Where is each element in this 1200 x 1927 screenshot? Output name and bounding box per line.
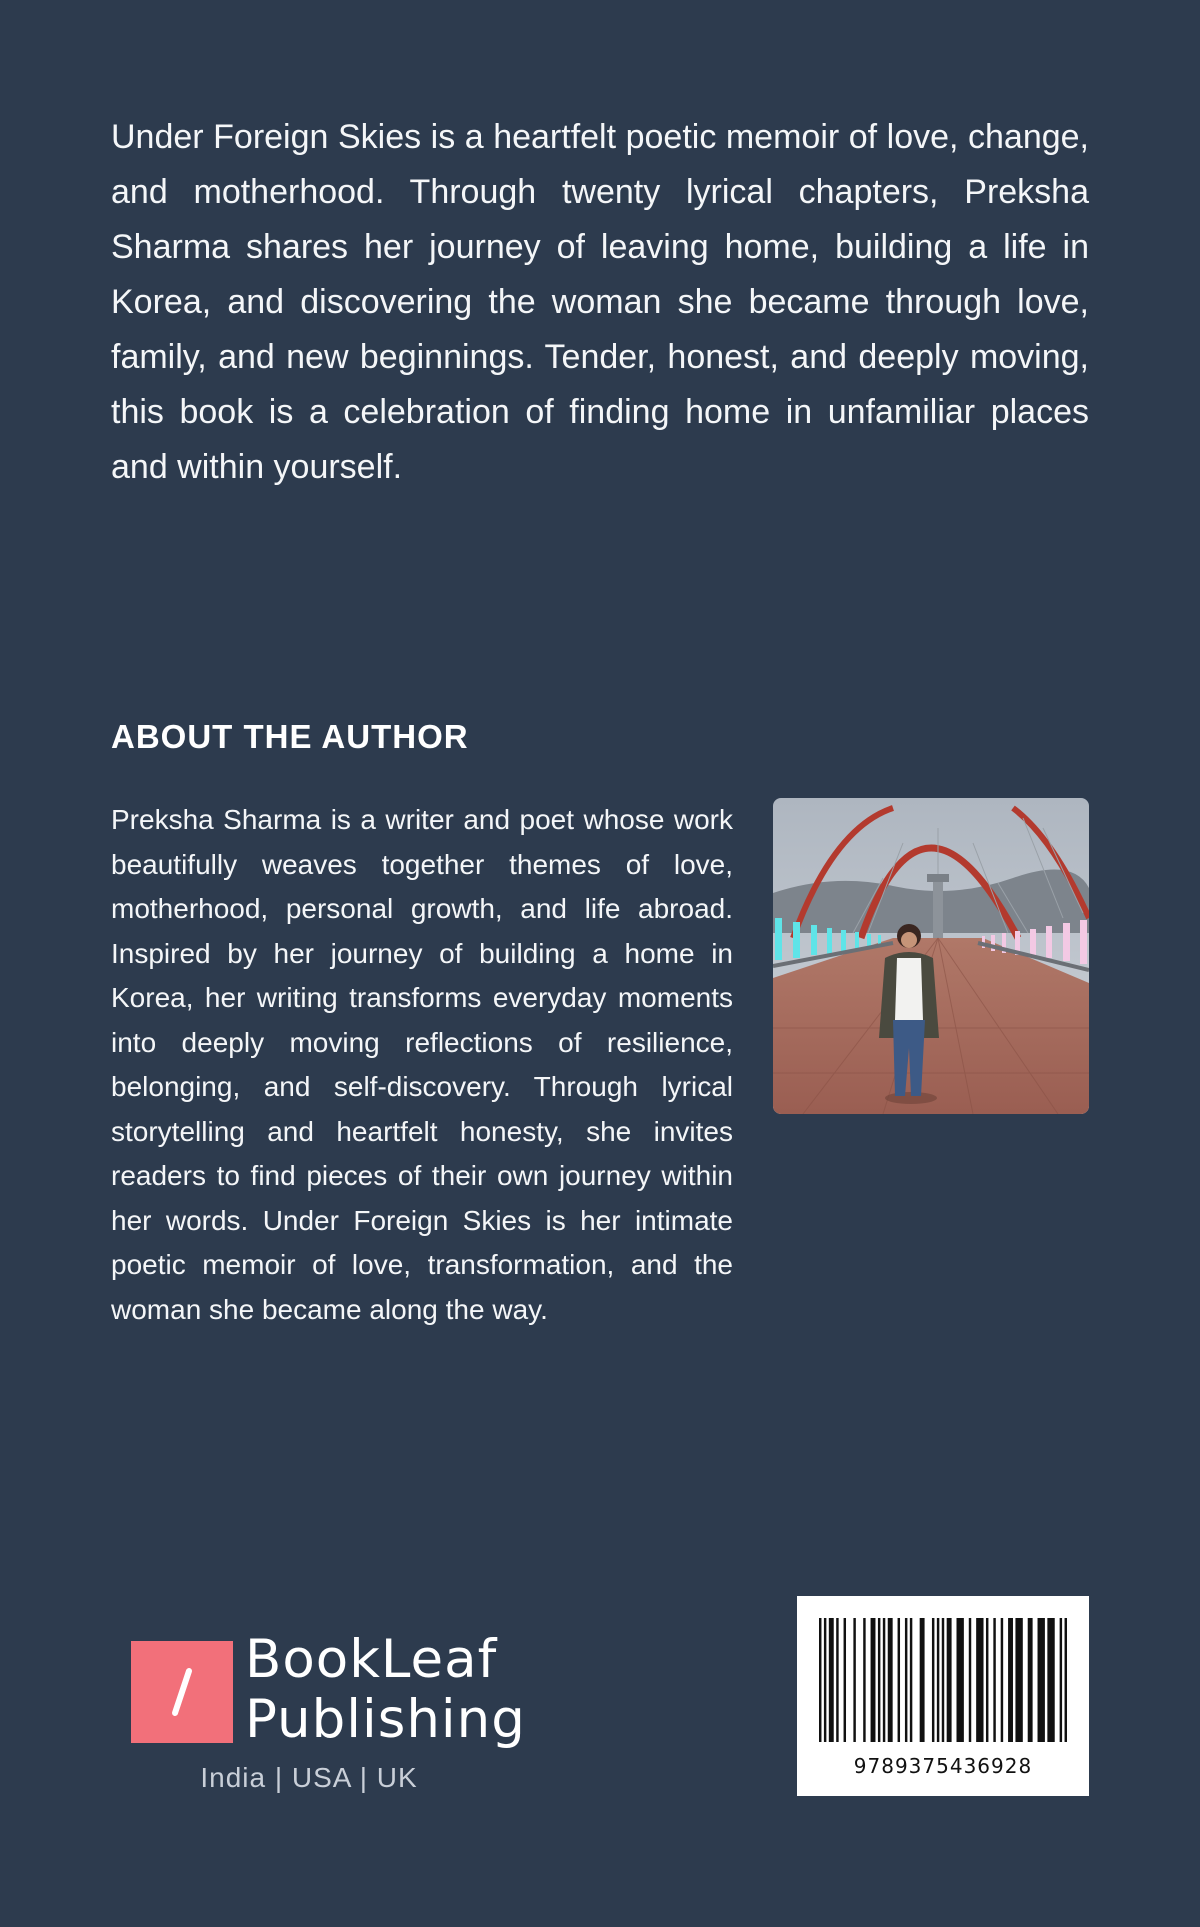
book-blurb: Under Foreign Skies is a heartfelt poetic memoir of love, change, and motherhood. Through twenty lyrical chapters, Preksha Sharma shares her journey of leaving home, building a life in Korea, and discovering the woman she became through love, family, and new beginnings. Tender, honest, and deeply moving, this book is a celebration of finding home in unfamiliar places and within yourself. [111, 118, 1089, 486]
barcode-bar [986, 1618, 988, 1742]
barcode-bar [932, 1618, 934, 1742]
author-photo [773, 798, 1089, 1114]
barcode-bar [853, 1618, 855, 1742]
barcode-bar [1038, 1618, 1045, 1742]
barcode-bar [957, 1618, 964, 1742]
barcode-bar [824, 1618, 826, 1742]
about-author-heading: ABOUT THE AUTHOR [111, 718, 469, 755]
barcode-bar [993, 1618, 995, 1742]
barcode-bar [829, 1618, 834, 1742]
barcode-bar [1047, 1618, 1054, 1742]
barcode-bar [883, 1618, 885, 1742]
barcode-bar [844, 1618, 846, 1742]
isbn-barcode [797, 1596, 1089, 1796]
barcode-bar [888, 1618, 893, 1742]
barcode-bar [836, 1618, 838, 1742]
barcode-bar [976, 1618, 983, 1742]
barcode-bar [819, 1618, 821, 1742]
barcode-bar [937, 1618, 939, 1742]
barcode-bar [947, 1618, 952, 1742]
barcode-bar [969, 1618, 971, 1742]
barcode-bar [905, 1618, 907, 1742]
barcode-bar [1008, 1618, 1013, 1742]
barcode-bar [1028, 1618, 1033, 1742]
barcode-bar [1060, 1618, 1062, 1742]
publisher-regions: India | USA | UK [200, 1762, 418, 1793]
isbn-number: 9789375436928 [853, 1754, 1033, 1778]
publisher-name-line1: BookLeaf [245, 1629, 498, 1690]
barcode-bar [878, 1618, 880, 1742]
publisher-name-line2: Publishing [245, 1689, 526, 1750]
barcode-bar [920, 1618, 925, 1742]
barcode-bar [942, 1618, 944, 1742]
barcode-bar [871, 1618, 876, 1742]
barcode-bars [819, 1618, 1067, 1746]
author-bio: Preksha Sharma is a writer and poet whose work beautifully weaves together themes of love, motherhood, personal growth, and life abroad. Inspired by her journey of building a home in Korea, her writing transforms everyday moments into deeply moving reflections of resilience, belonging, and self-discovery. Through lyrical storytelling and heartfelt honesty, she invites readers to find pieces of their own journey within her words. Under Foreign Skies is her intimate poetic memoir of love, transformation, and the woman she became along the way. [111, 804, 733, 1325]
barcode-bar [1001, 1618, 1003, 1742]
barcode-bar [898, 1618, 900, 1742]
barcode-bar [910, 1618, 912, 1742]
bookleaf-logo-mark [131, 1641, 233, 1743]
barcode-bar [1015, 1618, 1022, 1742]
barcode-bar [863, 1618, 865, 1742]
barcode-bar [1065, 1618, 1067, 1742]
